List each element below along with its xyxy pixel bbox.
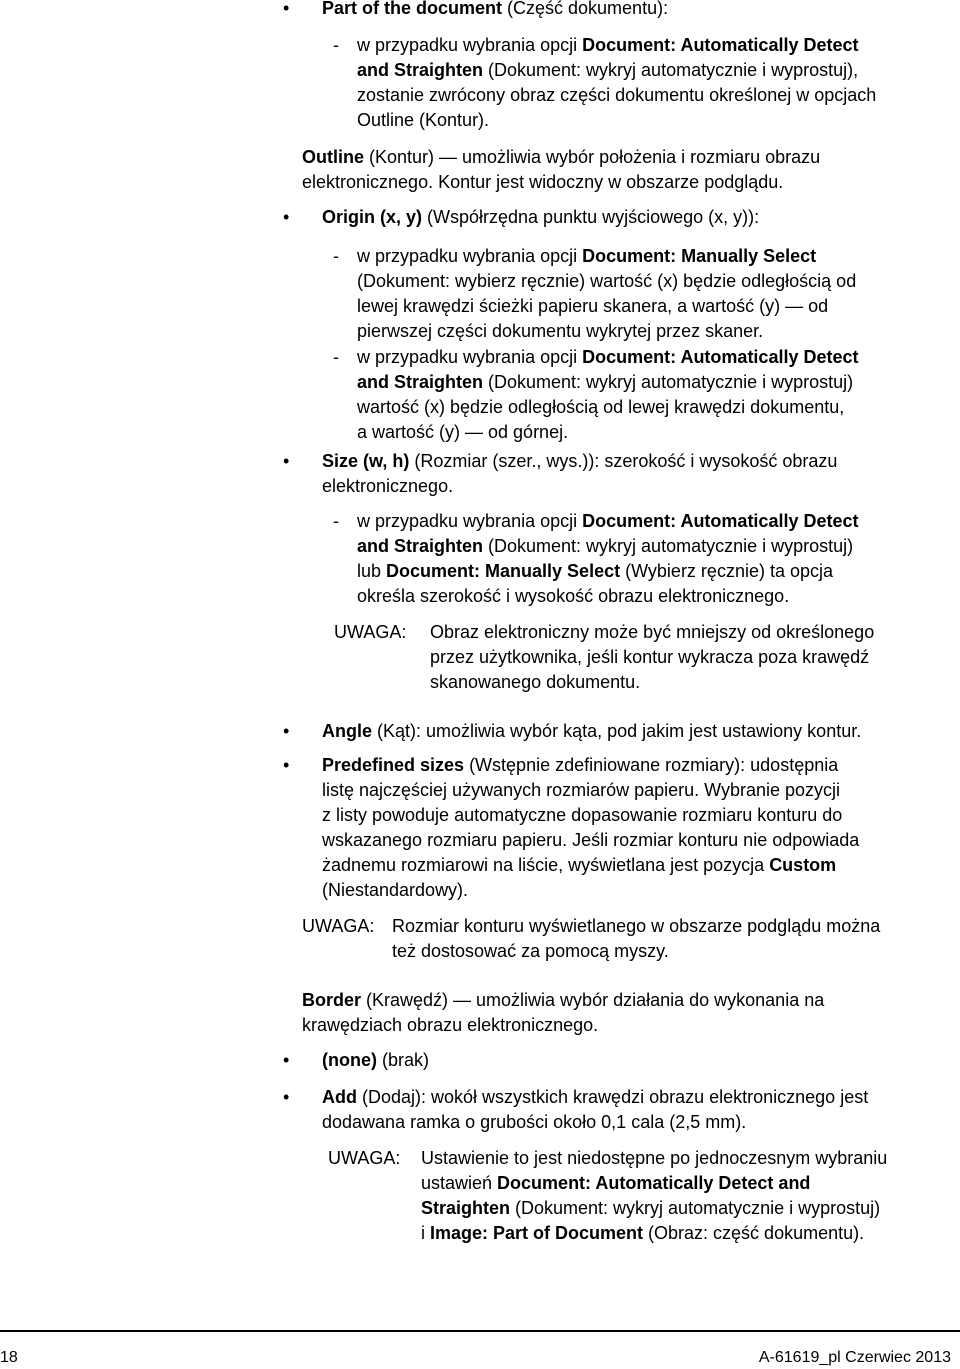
text-line: Obraz elektroniczny może być mniejszy od określonego [430, 622, 875, 642]
border-paragraph [302, 988, 824, 1038]
text-line: też dostosować za pomocą myszy. [392, 941, 669, 961]
text-line: and Straighten (Dokument: wykryj automatycznie i wyprostuj) [357, 372, 854, 392]
bullet: • [283, 721, 290, 741]
note-text [430, 620, 874, 695]
dash: - [333, 511, 339, 531]
page-number: 18 [0, 1349, 18, 1366]
text-line: żadnemu rozmiarowi na liście, wyświetlana jest pozycja Custom [322, 855, 837, 875]
document-code: A-61619_pl Czerwiec 2013 [758, 1349, 951, 1366]
outline-paragraph [302, 145, 820, 195]
text-line: przez użytkownika, jeśli kontur wykracza poza krawędź [430, 647, 870, 667]
text-line: pierwszej części dokumentu wykrytej przez skaner. [357, 321, 764, 341]
text-line: krawędziach obrazu elektronicznego. [302, 1015, 599, 1035]
note-text [392, 914, 880, 964]
dash: - [333, 347, 339, 367]
text-line: Angle (Kąt): umożliwia wybór kąta, pod jakim jest ustawiony kontur. [322, 721, 862, 741]
text-line: Outline (Kontur). [357, 110, 490, 130]
text-line: skanowanego dokumentu. [430, 672, 641, 692]
text-line: and Straighten (Dokument: wykryj automatycznie i wyprostuj) [357, 536, 854, 556]
text-line: w przypadku wybrania opcji Document: Automatically Detect [357, 511, 859, 531]
text-line: Predefined sizes (Wstępnie zdefiniowane rozmiary): udostępnia [322, 755, 839, 775]
text-line: lub Document: Manually Select (Wybierz ręcznie) ta opcja [357, 561, 833, 581]
text-line: i Image: Part of Document (Obraz: część dokumentu). [421, 1223, 865, 1243]
origin-sub-auto [357, 345, 859, 445]
angle-item [322, 719, 861, 744]
predefined-sizes-item [322, 753, 859, 903]
text-line: Rozmiar konturu wyświetlanego w obszarze podglądu można [392, 916, 881, 936]
footer-rule [0, 1330, 960, 1332]
note-label: UWAGA: [334, 622, 407, 642]
bullet: • [283, 451, 290, 471]
size-item [322, 449, 837, 499]
text-line: Border (Krawędź) — umożliwia wybór działania do wykonania na [302, 990, 825, 1010]
text-line: w przypadku wybrania opcji Document: Automatically Detect [357, 35, 859, 55]
add-item [322, 1085, 868, 1135]
dash: - [333, 35, 339, 55]
text-line: w przypadku wybrania opcji Document: Automatically Detect [357, 347, 859, 367]
dash: - [333, 246, 339, 266]
bullet: • [283, 0, 290, 18]
bullet: • [283, 755, 290, 775]
bullet: • [283, 1087, 290, 1107]
size-sub-text [357, 509, 859, 609]
text-line: wartość (x) będzie odległością od lewej krawędzi dokumentu, [357, 397, 845, 417]
none-item [322, 1048, 429, 1073]
note-text [421, 1146, 887, 1246]
text-line: lewej krawędzi ścieżki papieru skanera, a wartość (y) — od [357, 296, 829, 316]
note-label: UWAGA: [328, 1148, 401, 1168]
origin-sub-manual [357, 244, 856, 344]
text-line: Origin (x, y) (Współrzędna punktu wyjściowego (x, y)): [322, 207, 760, 227]
text-line: zostanie zwrócony obraz części dokumentu określonej w opcjach [357, 85, 877, 105]
text-line: Size (w, h) (Rozmiar (szer., wys.)): szerokość i wysokość obrazu [322, 451, 838, 471]
text-line: elektronicznego. [322, 476, 454, 496]
text-line: Straighten (Dokument: wykryj automatycznie i wyprostuj) [421, 1198, 881, 1218]
part-of-document-item: Part of the document (Część dokumentu): [322, 0, 669, 18]
bullet: • [283, 207, 290, 227]
text-line: Ustawienie to jest niedostępne po jednoczesnym wybraniu [421, 1148, 888, 1168]
text-line: and Straighten (Dokument: wykryj automatycznie i wyprostuj), [357, 60, 859, 80]
text-line: (none) (brak) [322, 1050, 429, 1070]
text-line: Outline (Kontur) — umożliwia wybór położenia i rozmiaru obrazu [302, 147, 821, 167]
bullet: • [283, 1050, 290, 1070]
text-line: elektronicznego. Kontur jest widoczny w obszarze podglądu. [302, 172, 784, 192]
text-line: w przypadku wybrania opcji Document: Manually Select [357, 246, 817, 266]
text-line: (Dokument: wybierz ręcznie) wartość (x) będzie odległością od [357, 271, 857, 291]
note-label: UWAGA: [302, 916, 375, 936]
text-line: a wartość (y) — od górnej. [357, 422, 569, 442]
text-line: z listy powoduje automatyczne dopasowanie rozmiaru konturu do [322, 805, 843, 825]
part-sub-text [357, 33, 876, 133]
text-line: wskazanego rozmiaru papieru. Jeśli rozmiar konturu nie odpowiada [322, 830, 860, 850]
text-line: dodawana ramka o grubości około 0,1 cala (2,5 mm). [322, 1112, 747, 1132]
origin-item [322, 205, 759, 230]
text-line: listę najczęściej używanych rozmiarów papieru. Wybranie pozycji [322, 780, 841, 800]
text-line: (Niestandardowy). [322, 880, 469, 900]
text-line: określa szerokość i wysokość obrazu elektronicznego. [357, 586, 790, 606]
text-line: Add (Dodaj): wokół wszystkich krawędzi obrazu elektronicznego jest [322, 1087, 869, 1107]
text-line: ustawień Document: Automatically Detect and [421, 1173, 811, 1193]
